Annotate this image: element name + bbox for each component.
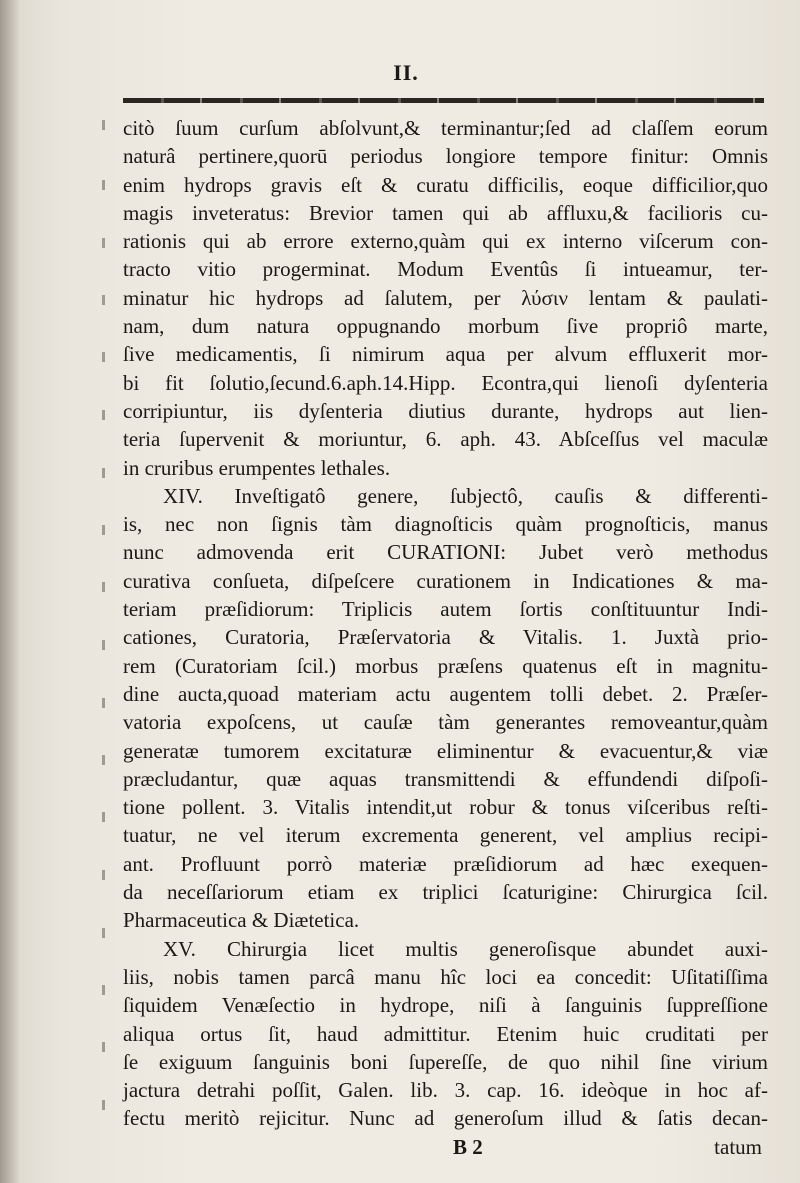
text-line: bi fit ſolutio,ſecund.6.aph.14.Hipp. Econtra,qui lienoſi dyſenteria: [123, 370, 768, 395]
text-line: teriam præſidiorum: Triplicis autem ſortis conſtituuntur Indi-: [123, 597, 768, 622]
text-line: corripiuntur, iis dyſenteria diutius durante, hydrops aut lien-: [123, 398, 768, 423]
header-rule: [123, 98, 764, 103]
text-line: tione pollent. 3. Vitalis intendit,ut robur & tonus viſceribus reſti-: [123, 795, 768, 820]
text-line: Pharmaceutica & Diætetica.: [123, 908, 360, 933]
text-line: magis inveteratus: Brevior tamen qui ab affluxu,& facilioris cu-: [123, 200, 768, 225]
text-line: ſiquidem Venæſectio in hydrope, niſi à ſanguinis ſuppreſſione: [123, 993, 768, 1018]
text-line: curativa conſueta, diſpeſcere curationem in Indicationes & ma-: [123, 568, 768, 593]
text-line: nunc admovenda erit CURATIONI: Jubet verò methodus: [123, 540, 768, 565]
text-line: ſe exiguum ſanguinis boni ſupereſſe, de quo nihil ſine virium: [123, 1049, 768, 1074]
text-line: naturâ pertinere,quorū periodus longiore tempore finitur: Omnis: [123, 144, 768, 169]
text-line: da neceſſariorum etiam ex triplici ſcaturigine: Chirurgica ſcil.: [123, 880, 768, 905]
gutter-marks: [92, 120, 116, 1160]
text-line: tuatur, ne vel iterum excrementa generent, vel amplius recipi-: [123, 823, 768, 848]
text-line: fectu meritò rejicitur. Nunc ad generoſum illud & ſatis decan-: [123, 1106, 768, 1131]
section-heading-line: XV. Chirurgia licet multis generoſisque abundet auxi-: [163, 936, 768, 961]
body-text: [123, 114, 768, 1161]
section-heading-line: XIV. Inveſtigatô genere, ſubjectô, cauſis & differenti-: [163, 483, 768, 508]
text-line: ant. Profluunt porrò materiæ præſidiorum ad hæc exequen-: [123, 851, 768, 876]
text-line: jactura detrahi poſſit, Galen. lib. 3. cap. 16. ideòque in hoc af-: [123, 1078, 768, 1103]
text-line: ſive medicamentis, ſi nimirum aqua per alvum effluxerit mor-: [123, 342, 768, 367]
text-line: dine aucta,quoad materiam actu augentem tolli debet. 2. Præſer-: [123, 681, 768, 706]
page-binding-shadow: [0, 0, 20, 1183]
text-line: generatæ tumorem excitaturæ eliminentur & evacuentur,& viæ: [123, 738, 768, 763]
text-line: rationis qui ab errore externo,quàm qui ex interno viſcerum con-: [123, 229, 768, 254]
text-line: citò ſuum curſum abſolvunt,& terminantur;ſed ad claſſem eorum: [123, 116, 768, 140]
text-line: cationes, Curatoria, Præſervatoria & Vitalis. 1. Juxtà prio-: [123, 625, 768, 650]
text-line: in cruribus erumpentes lethales.: [123, 455, 391, 480]
text-line: nam, dum natura oppugnando morbum ſive propriô marte,: [123, 314, 768, 339]
text-line: tracto vitio progerminat. Modum Eventûs ſi intueamur, ter-: [123, 257, 768, 282]
text-line: enim hydrops gravis eſt & curatu difficilis, eoque difficilior,quo: [123, 172, 768, 197]
text-line: minatur hic hydrops ad ſalutem, per λύσιν lentam & paulati-: [123, 285, 768, 310]
text-line: teria ſupervenit & moriuntur, 6. aph. 43. Abſceſſus vel maculæ: [123, 427, 768, 452]
text-line: vatoria expoſcens, ut cauſæ tàm generantes removeantur,quàm: [123, 710, 768, 735]
catchword: tatum: [714, 1134, 762, 1159]
text-line: præcludantur, quæ aquas transmittendi & effundendi diſpoſi-: [123, 766, 768, 791]
page-number: II.: [393, 60, 419, 85]
text-line: rem (Curatoriam ſcil.) morbus præſens quatenus eſt in magnitu-: [123, 653, 768, 678]
text-line: is, nec non ſignis tàm diagnoſticis quàm prognoſticis, manus: [123, 512, 768, 537]
signature-line: [123, 1133, 768, 1161]
text-line: liis, nobis tamen parcâ manu hîc loci ea concedit: Uſitatiſſima: [123, 964, 768, 989]
signature-mark: B 2: [453, 1134, 483, 1159]
text-line: aliqua ortus ſit, haud admittitur. Etenim huic cruditati per: [123, 1021, 768, 1046]
